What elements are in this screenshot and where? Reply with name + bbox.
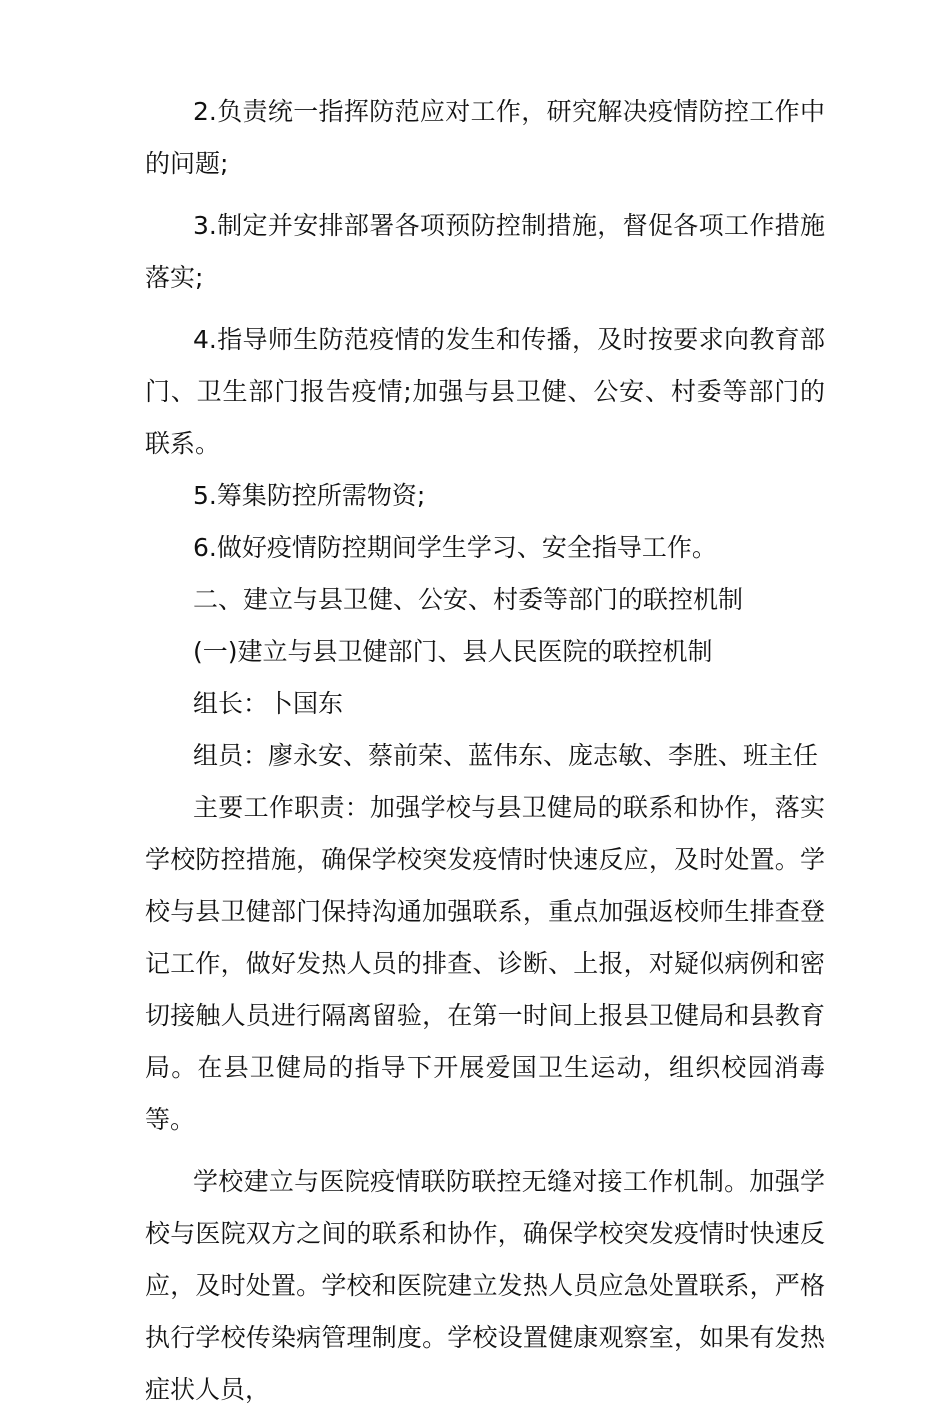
paragraph-duty-3: 3.制定并安排部署各项预防控制措施，督促各项工作措施落实;	[145, 211, 825, 292]
paragraph-duty-2: 2.负责统一指挥防范应对工作，研究解决疫情防控工作中的问题;	[145, 97, 825, 178]
subsection-heading-1: (一)建立与县卫健部门、县人民医院的联控机制	[193, 637, 713, 666]
section-heading-2: 二、建立与县卫健、公安、村委等部门的联控机制	[193, 585, 744, 614]
paragraph-duty-6: 6.做好疫情防控期间学生学习、安全指导工作。	[193, 533, 717, 562]
group-leader-line: 组长：卜国东	[193, 689, 344, 718]
group-members-line: 组员：廖永安、蔡前荣、蓝伟东、庞志敏、李胜、班主任	[193, 741, 819, 770]
document-body	[145, 86, 825, 1416]
paragraph-duty-5: 5.筹集防控所需物资;	[193, 481, 426, 510]
paragraph-main-duties: 主要工作职责：加强学校与县卫健局的联系和协作，落实学校防控措施，确保学校突发疫情时快速反应，及时处置。学校与县卫健部门保持沟通加强联系，重点加强返校师生排查登记工作，做好发热人员的排查、诊断、上报，对疑似病例和密切接触人员进行隔离留验，在第一时间上报县卫健局和县教育局。在县卫健局的指导下开展爱国卫生运动，组织校园消毒等。	[145, 793, 825, 1134]
paragraph-duty-4: 4.指导师生防范疫情的发生和传播，及时按要求向教育部门、卫生部门报告疫情;加强与县卫健、公安、村委等部门的联系。	[145, 325, 825, 458]
paragraph-hospital-mechanism: 学校建立与医院疫情联防联控无缝对接工作机制。加强学校与医院双方之间的联系和协作，确保学校突发疫情时快速反应，及时处置。学校和医院建立发热人员应急处置联系，严格执行学校传染病管理制度。学校设置健康观察室，如果有发热症状人员，	[145, 1167, 825, 1404]
